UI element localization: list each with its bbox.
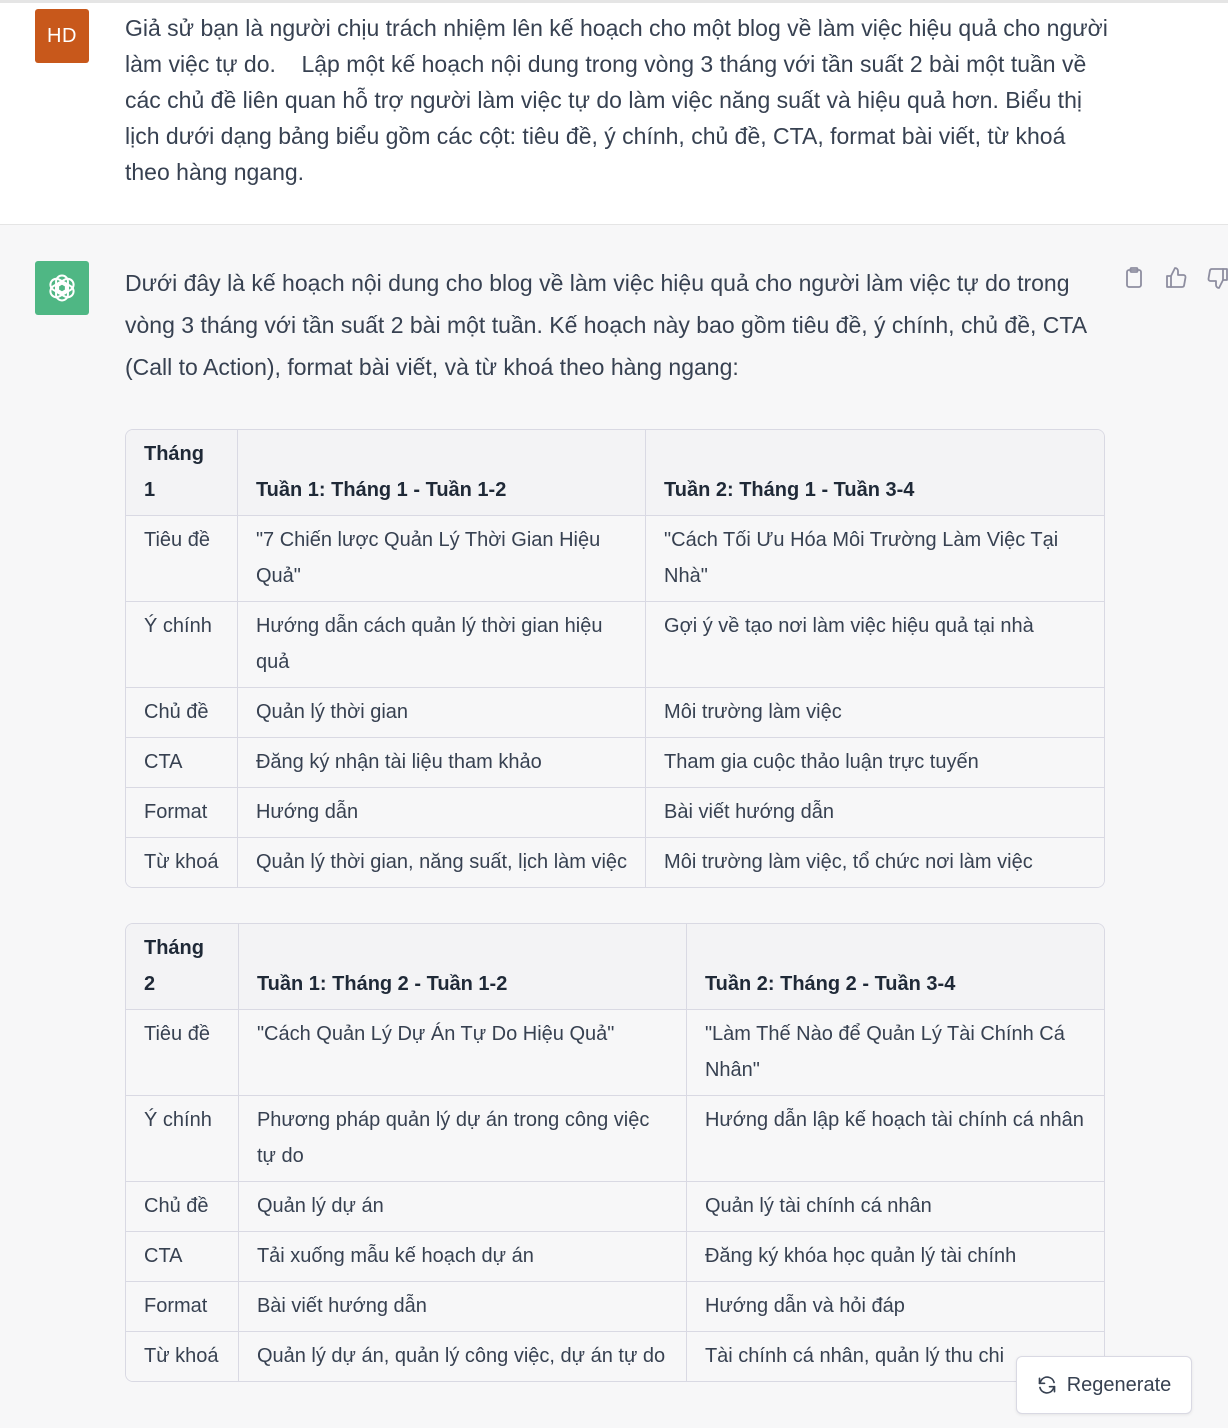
table-row [126,688,1104,738]
table-cell: Tài chính cá nhân, quản lý thu chi [687,1332,1104,1381]
assistant-message [0,226,1228,1428]
table-row [126,602,1104,688]
row-label: Tiêu đề [126,1010,239,1096]
table-cell: Bài viết hướng dẫn [239,1282,687,1332]
table-cell: Quản lý tài chính cá nhân [687,1182,1104,1232]
table-cell: Môi trường làm việc, tổ chức nơi làm việc [646,838,1104,887]
user-message-text: Giả sử bạn là người chịu trách nhiệm lên kế hoạch cho một blog về làm việc hiệu quả cho người làm việc tự do. Lập một kế hoạch nội dung trong vòng 3 tháng với tần suất 2 bài một tuần về các chủ đề liên quan hỗ trợ người làm việc tự do làm việc năng suất và hiệu quả hơn. Biểu thị lịch dưới dạng bảng biểu gồm các cột: tiêu đề, ý chính, chủ đề, CTA, format bài viết, từ khoá theo hàng ngang. [125,15,1115,185]
table-row [126,516,1104,602]
table-row [126,1010,1104,1096]
table-header-cell: Tuần 2: Tháng 1 - Tuần 3-4 [646,430,1104,516]
user-message [0,3,1228,225]
content-plan-table-month-1 [125,429,1105,888]
thumbs-down-icon[interactable] [1206,266,1228,290]
content-plan-table-month-2 [125,923,1105,1382]
table-cell: Hướng dẫn lập kế hoạch tài chính cá nhân [687,1096,1104,1182]
row-label: Từ khoá [126,1332,239,1381]
table-header-cell: Tháng 2 [126,924,239,1010]
copy-icon[interactable] [1122,266,1146,290]
row-label: Chủ đề [126,1182,239,1232]
row-label: Ý chính [126,602,238,688]
table-row [126,1232,1104,1282]
thumbs-up-icon[interactable] [1164,266,1188,290]
table-header-row [126,924,1104,1010]
row-label: CTA [126,738,238,788]
row-label: CTA [126,1232,239,1282]
table-row [126,838,1104,887]
table-cell: Tham gia cuộc thảo luận trực tuyến [646,738,1104,788]
table-cell: Hướng dẫn và hỏi đáp [687,1282,1104,1332]
row-label: Format [126,788,238,838]
table-header-cell: Tháng 1 [126,430,238,516]
table-cell: Hướng dẫn [238,788,646,838]
row-label: Từ khoá [126,838,238,887]
row-label: Tiêu đề [126,516,238,602]
table-cell: Đăng ký khóa học quản lý tài chính [687,1232,1104,1282]
regenerate-button[interactable] [1016,1356,1192,1414]
table-cell: Quản lý dự án, quản lý công việc, dự án tự do [239,1332,687,1381]
user-avatar: HD [35,9,89,63]
message-actions [1122,266,1228,290]
table-cell: Phương pháp quản lý dự án trong công việc tự do [239,1096,687,1182]
table-row [126,1332,1104,1381]
table-cell: Quản lý thời gian, năng suất, lịch làm việc [238,838,646,887]
table-cell: Hướng dẫn cách quản lý thời gian hiệu quả [238,602,646,688]
table-header-cell: Tuần 1: Tháng 2 - Tuần 1-2 [239,924,687,1010]
regenerate-label: Regenerate [1066,1373,1172,1396]
table-cell: Quản lý thời gian [238,688,646,738]
row-label: Format [126,1282,239,1332]
table-cell: "Cách Tối Ưu Hóa Môi Trường Làm Việc Tại Nhà" [646,516,1104,602]
table-row [126,788,1104,838]
table-cell: "7 Chiến lược Quản Lý Thời Gian Hiệu Quả" [238,516,646,602]
table-row [126,1096,1104,1182]
table-cell: Gợi ý về tạo nơi làm việc hiệu quả tại nhà [646,602,1104,688]
table-row [126,1182,1104,1232]
table-cell: "Cách Quản Lý Dự Án Tự Do Hiệu Quả" [239,1010,687,1096]
table-cell: Môi trường làm việc [646,688,1104,738]
table-header-cell: Tuần 2: Tháng 2 - Tuần 3-4 [687,924,1104,1010]
openai-logo-icon [35,261,89,315]
row-label: Ý chính [126,1096,239,1182]
table-header-cell: Tuần 1: Tháng 1 - Tuần 1-2 [238,430,646,516]
table-cell: Đăng ký nhận tài liệu tham khảo [238,738,646,788]
assistant-intro-text: Dưới đây là kế hoạch nội dung cho blog về làm việc hiệu quả cho người làm việc tự do trong vòng 3 tháng với tần suất 2 bài một tuần. Kế hoạch này bao gồm tiêu đề, ý chính, chủ đề, CTA (Call to Action), format bài viết, và từ khoá theo hàng ngang: [125,270,1086,380]
table-header-row [126,430,1104,516]
table-cell: Bài viết hướng dẫn [646,788,1104,838]
table-cell: Tải xuống mẫu kế hoạch dự án [239,1232,687,1282]
table-cell: "Làm Thế Nào để Quản Lý Tài Chính Cá Nhân" [687,1010,1104,1096]
table-cell: Quản lý dự án [239,1182,687,1232]
table-row [126,738,1104,788]
table-row [126,1282,1104,1332]
refresh-icon [1037,1375,1057,1395]
row-label: Chủ đề [126,688,238,738]
